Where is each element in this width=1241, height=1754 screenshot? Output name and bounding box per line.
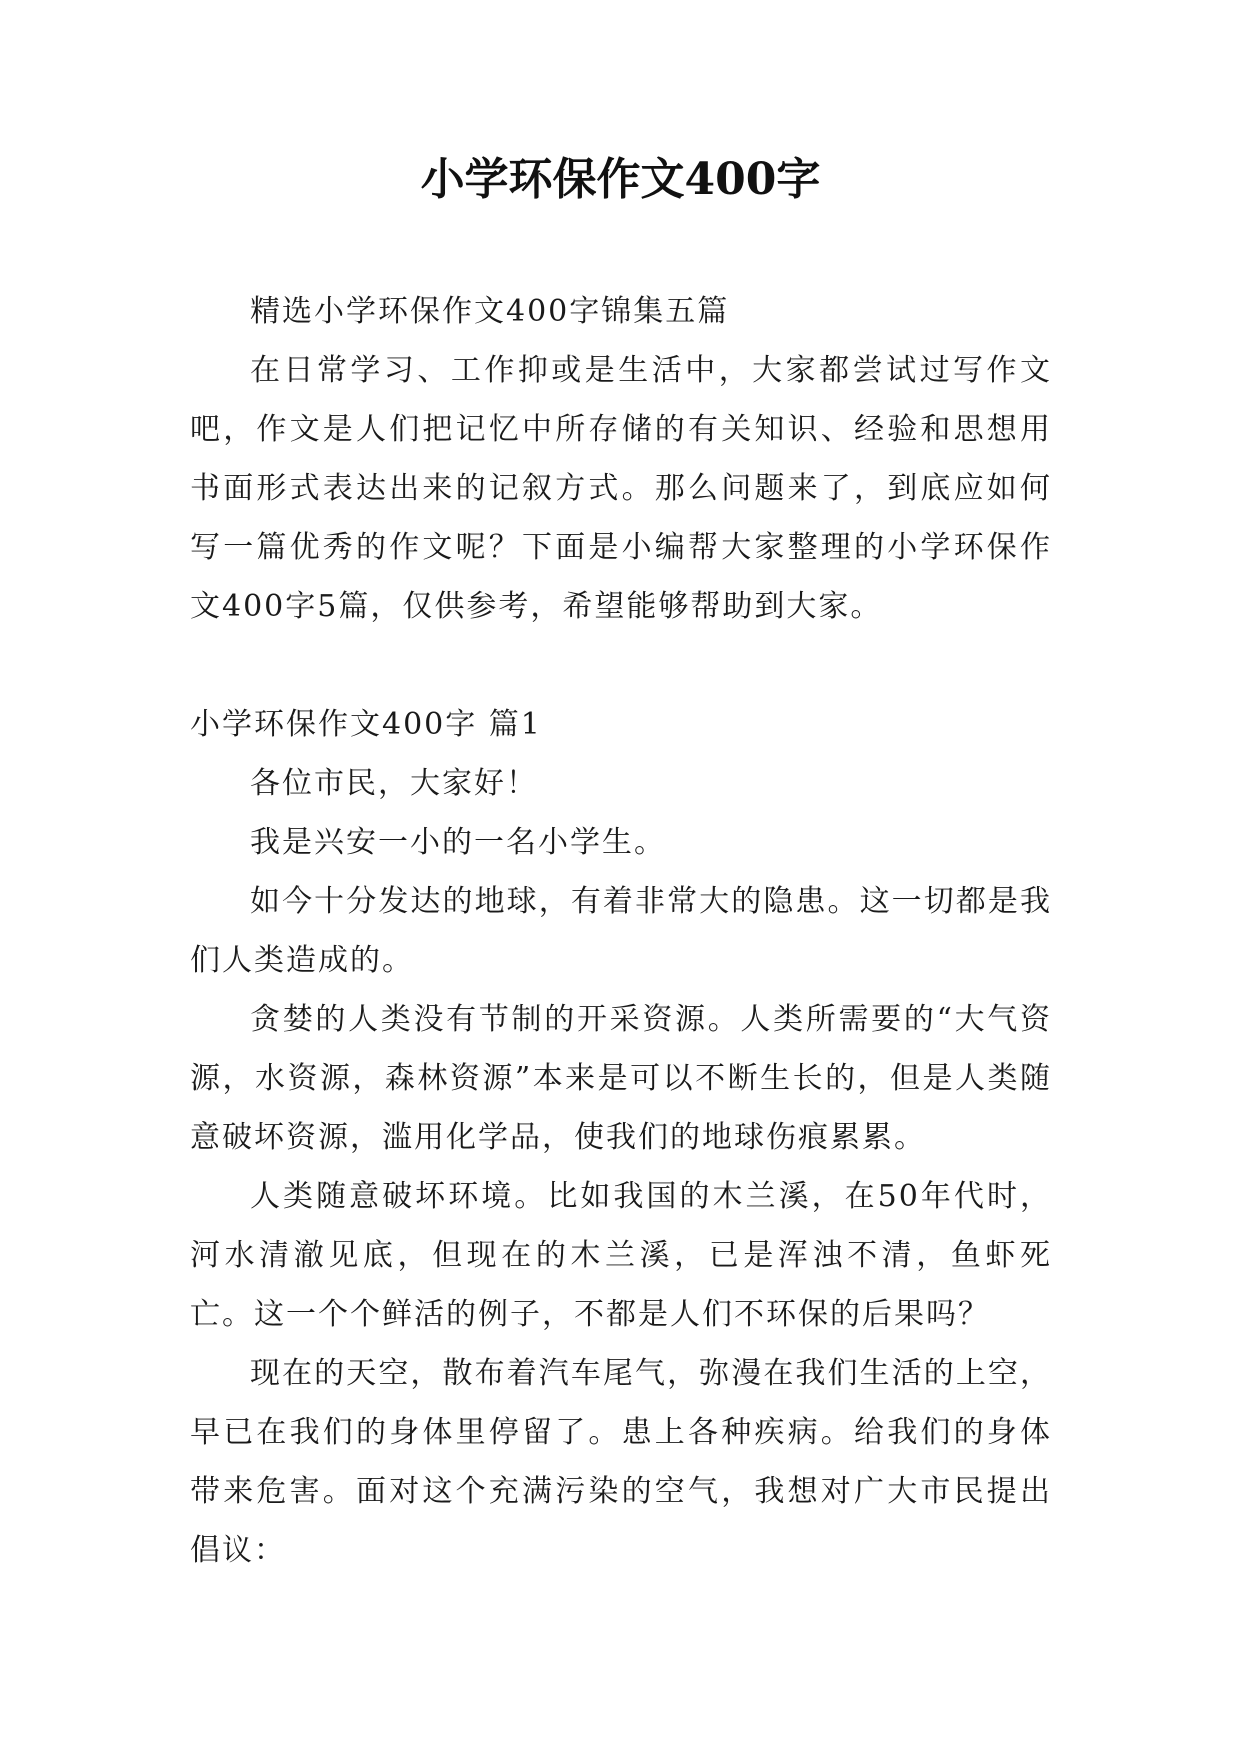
essay-paragraph: 现在的天空，散布着汽车尾气，弥漫在我们生活的上空，早已在我们的身体里停留了。患上各种疾病。给我们的身体带来危害。面对这个充满污染的空气，我想对广大市民提出倡议： xyxy=(190,1356,1052,1568)
document-body xyxy=(190,282,1052,1580)
essay-paragraph: 各位市民，大家好！ xyxy=(250,766,538,801)
essay-paragraph: 贪婪的人类没有节制的开采资源。人类所需要的“大气资源，水资源，森林资源”本来是可以不断生长的，但是人类随意破坏资源，滥用化学品，使我们的地球伤痕累累。 xyxy=(190,1002,1052,1155)
intro-subtitle: 精选小学环保作文400字锦集五篇 xyxy=(250,294,730,329)
essay-paragraph: 如今十分发达的地球，有着非常大的隐患。这一切都是我们人类造成的。 xyxy=(190,884,1052,978)
document-title: 小学环保作文400字 xyxy=(420,154,821,205)
essay-paragraph: 人类随意破坏环境。比如我国的木兰溪，在50年代时，河水清澈见底，但现在的木兰溪，已是浑浊不清，鱼虾死亡。这一个个鲜活的例子，不都是人们不环保的后果吗？ xyxy=(190,1179,1052,1332)
essay-heading: 小学环保作文400字 篇1 xyxy=(190,707,542,742)
intro-paragraph: 在日常学习、工作抑或是生活中，大家都尝试过写作文吧，作文是人们把记忆中所存储的有关知识、经验和思想用书面形式表达出来的记叙方式。那么问题来了，到底应如何写一篇优秀的作文呢？下面是小编帮大家整理的小学环保作文400字5篇，仅供参考，希望能够帮助到大家。 xyxy=(190,353,1052,624)
section-spacer xyxy=(190,636,1052,695)
essay-paragraph: 我是兴安一小的一名小学生。 xyxy=(250,825,666,860)
